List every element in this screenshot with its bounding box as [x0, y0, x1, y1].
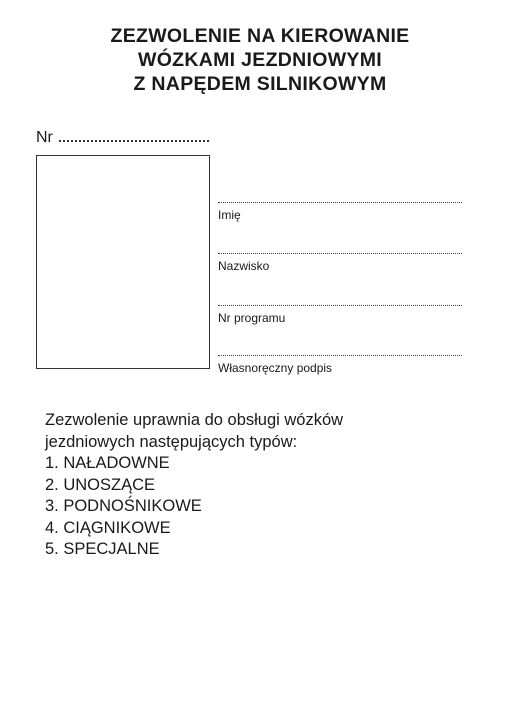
- permit-number-row: [36, 126, 209, 148]
- list-item: 2. UNOSZĄCE: [45, 475, 156, 494]
- authorization-section: [45, 410, 343, 561]
- authorization-intro-line-2: jezdniowych następujących typów:: [45, 432, 298, 451]
- last-name-label: Nazwisko: [218, 259, 270, 273]
- signature-field[interactable]: [218, 355, 462, 375]
- first-name-label: Imię: [218, 208, 241, 222]
- first-name-line: [218, 202, 462, 203]
- permit-number-field[interactable]: [59, 126, 209, 142]
- photo-box: [36, 155, 210, 369]
- list-item: 4. CIĄGNIKOWE: [45, 518, 171, 537]
- list-item: 5. SPECJALNE: [45, 540, 160, 558]
- vehicle-types-list: [45, 453, 343, 561]
- authorization-intro-line-1: Zezwolenie uprawnia do obsługi wózków: [45, 411, 344, 429]
- last-name-line: [218, 253, 462, 254]
- list-item: 3. PODNOŚNIKOWE: [45, 497, 202, 515]
- permit-number-label: Nr: [36, 129, 53, 146]
- title-line-1: ZEZWOLENIE NA KIEROWANIE: [110, 25, 410, 47]
- title-line-2: WÓZKAMI JEZDNIOWYMI: [137, 49, 382, 71]
- first-name-field[interactable]: [218, 202, 462, 222]
- document-title: [0, 24, 520, 96]
- program-number-label: Nr programu: [218, 311, 286, 325]
- signature-label: Własnoręczny podpis: [218, 361, 333, 375]
- program-number-line: [218, 305, 462, 306]
- signature-line: [218, 355, 462, 356]
- title-line-3: Z NAPĘDEM SILNIKOWYM: [133, 73, 387, 95]
- program-number-field[interactable]: [218, 305, 462, 325]
- last-name-field[interactable]: [218, 253, 462, 273]
- list-item: 1. NAŁADOWNE: [45, 454, 170, 472]
